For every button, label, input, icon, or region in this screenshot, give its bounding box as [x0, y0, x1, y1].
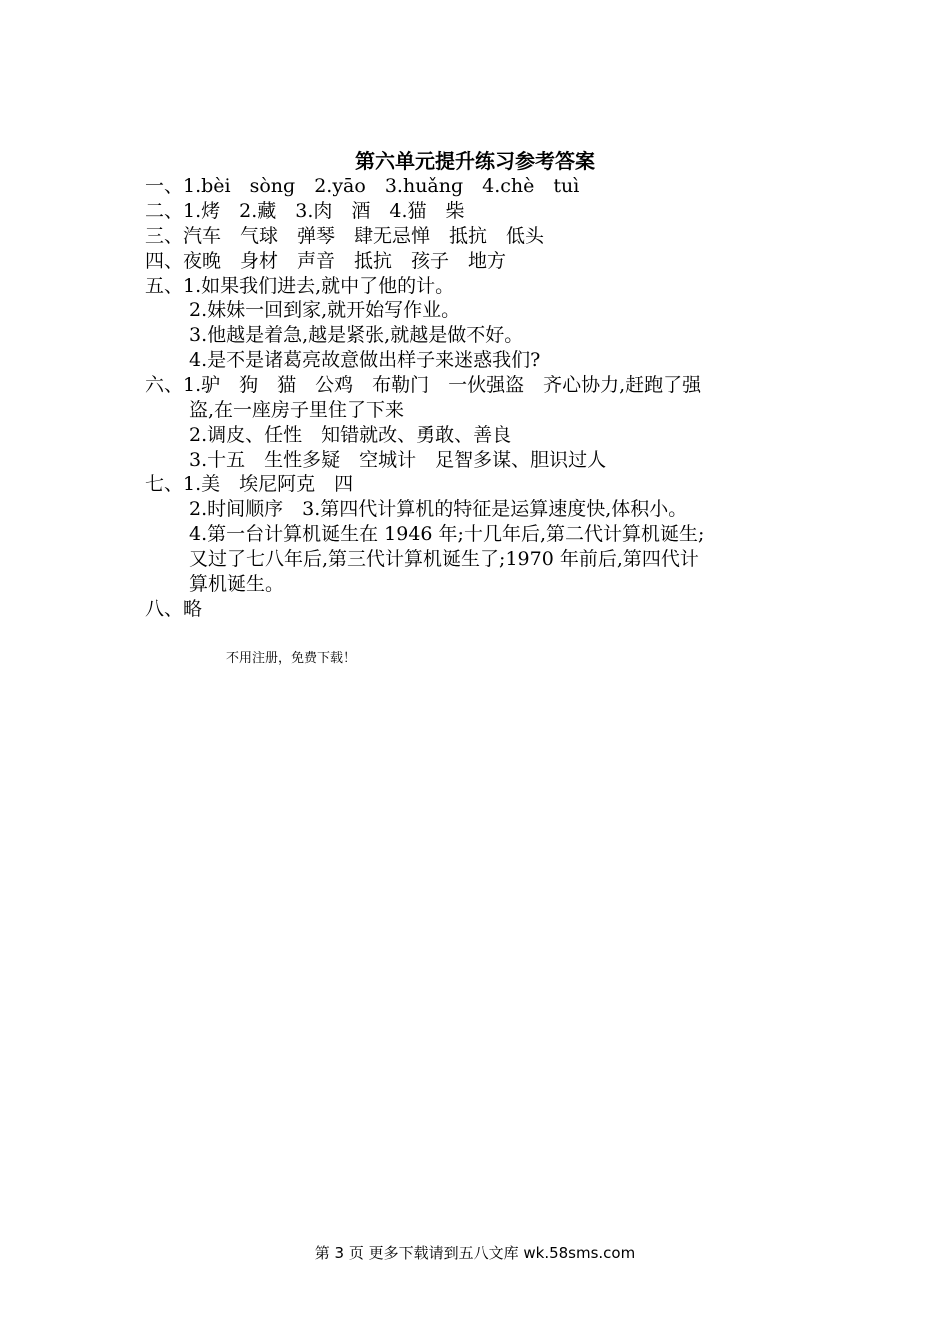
answer-line-1: 一、1.bèi sònɡ 2.yāo 3.huǎnɡ 4.chè tuì	[145, 175, 580, 197]
answer-line-10: 盗,在一座房子里住了下来	[189, 399, 405, 421]
answer-line-16: 又过了七八年后,第三代计算机诞生了;1970 年前后,第四代计	[189, 548, 699, 570]
page-footer: 第 3 页 更多下载请到五八文库 wk.58sms.com	[314, 1244, 636, 1262]
answer-line-4: 四、夜晚 身材 声音 抵抗 孩子 地方	[145, 250, 507, 272]
answer-line-13: 七、1.美 埃尼阿克 四	[145, 473, 354, 495]
answer-line-17: 算机诞生。	[189, 573, 285, 595]
answer-line-11: 2.调皮、任性 知错就改、勇敢、善良	[189, 424, 512, 446]
answer-line-7: 3.他越是着急,越是紧张,就越是做不好。	[189, 324, 524, 346]
download-note: 不用注册，免费下载！	[226, 651, 357, 666]
answer-line-6: 2.妹妹一回到家,就开始写作业。	[189, 299, 461, 321]
document-title: 第六单元提升练习参考答案	[355, 149, 595, 173]
answer-line-15: 4.第一台计算机诞生在 1946 年;十几年后,第二代计算机诞生;	[189, 523, 705, 545]
answer-line-5: 五、1.如果我们进去,就中了他的计。	[145, 275, 455, 297]
answer-line-3: 三、汽车 气球 弹琴 肆无忌惮 抵抗 低头	[145, 225, 545, 247]
answer-line-12: 3.十五 生性多疑 空城计 足智多谋、胆识过人	[189, 449, 607, 471]
answer-line-2: 二、1.烤 2.藏 3.肉 酒 4.猫 柴	[145, 200, 465, 222]
answer-line-18: 八、略	[145, 598, 203, 620]
answer-line-8: 4.是不是诸葛亮故意做出样子来迷惑我们?	[189, 349, 541, 371]
answer-line-9: 六、1.驴 狗 猫 公鸡 布勒门 一伙强盗 齐心协力,赶跑了强	[145, 374, 702, 396]
answer-line-14: 2.时间顺序 3.第四代计算机的特征是运算速度快,体积小。	[189, 498, 688, 520]
